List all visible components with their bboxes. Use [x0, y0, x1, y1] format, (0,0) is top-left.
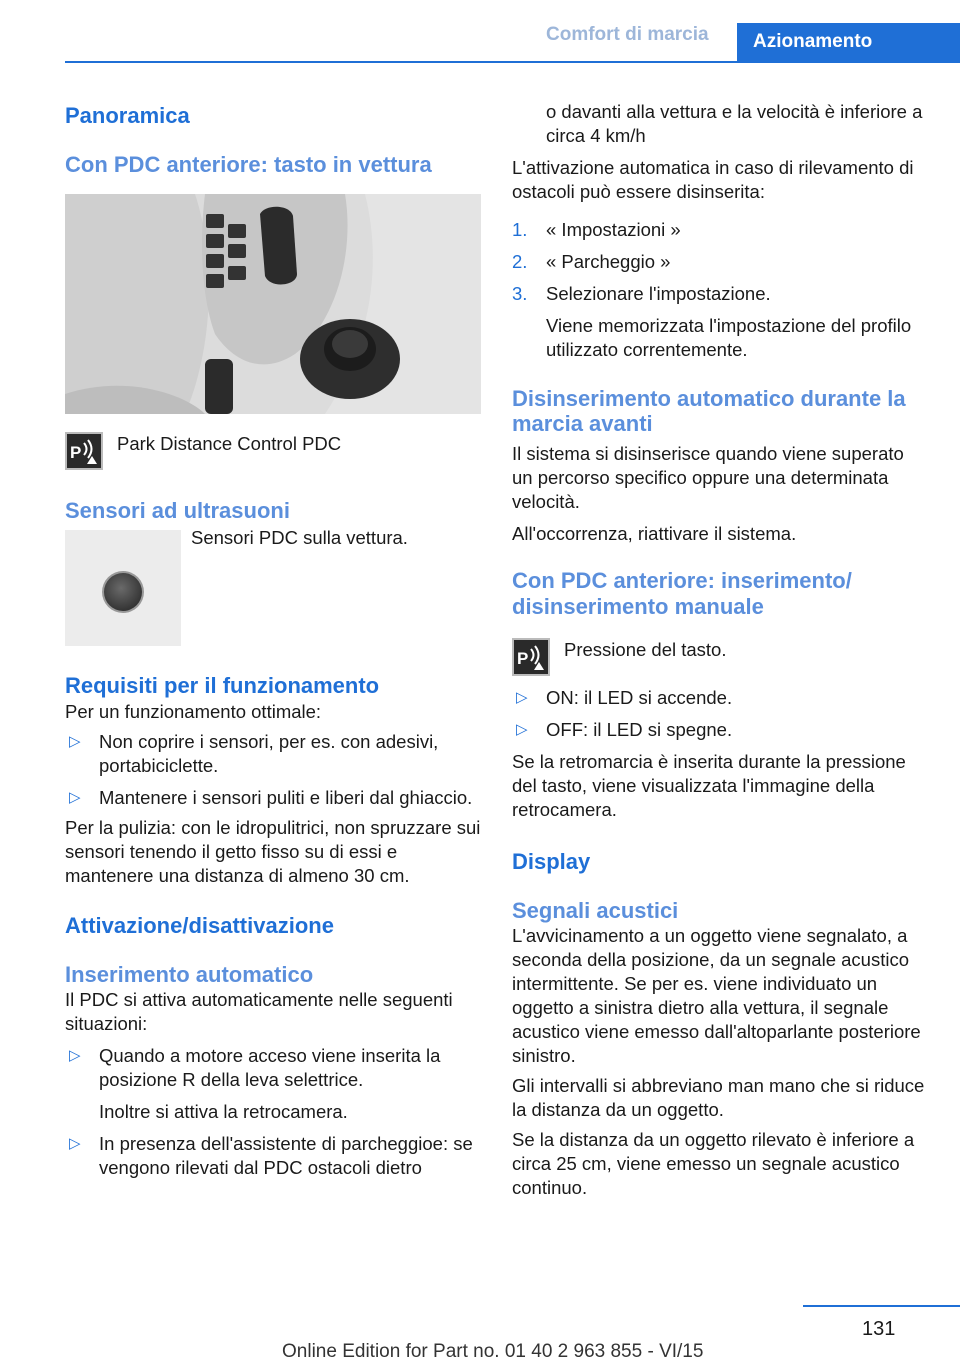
svg-text:P: P	[517, 649, 529, 668]
heading-sensors: Sensori ad ultrasuoni	[65, 498, 290, 523]
header-section: Comfort di marcia	[546, 24, 709, 45]
list-item: 3. Selezionare l'impostazione. Viene memorizzata l'impostazione del profilo utilizzato correntemente.	[512, 282, 928, 362]
heading-signals: Segnali acustici	[512, 898, 679, 923]
edition-line: Online Edition for Part no. 01 40 2 963 855 - VI/15	[282, 1341, 704, 1362]
auto-disable-text: L'attivazione automatica in caso di rilevamento di ostacoli può essere disinserita:	[512, 157, 914, 202]
footer-rule	[803, 1305, 960, 1307]
list-item: ▷ Non coprire i sensori, per es. con adesivi, portabiciclette.	[65, 730, 481, 778]
heading-auto-on: Inserimento automatico	[65, 962, 314, 987]
svg-text:P: P	[70, 443, 82, 462]
sensor-caption: Sensori PDC sulla vettura.	[191, 527, 408, 548]
console-photo	[65, 194, 481, 414]
list-item: ▷ OFF: il LED si spegne.	[512, 718, 928, 742]
auto-on-intro: Il PDC si attiva automaticamente nelle seguenti situazioni:	[65, 989, 453, 1034]
left-column	[65, 100, 481, 1180]
heading-display: Display	[512, 849, 591, 874]
header-chapter: Azionamento	[737, 23, 960, 63]
auto-item-1-note: Inoltre si attiva la retrocamera.	[99, 1101, 348, 1122]
list-item: ▷ In presenza dell'assistente di parcheggioe: se vengono rilevati dal PDC ostacoli dietro	[65, 1132, 481, 1180]
signals-text-1: L'avvicinamento a un oggetto viene segnalato, a seconda della posizione, da un segnale acustico intermittente. Se per es. viene individuato un oggetto a sinistra dietro alla vettura, il segnale acustico viene emesso dall'altoparlante posteriore sinistro.	[512, 925, 921, 1066]
list-item: 1. « Impostazioni »	[512, 219, 681, 240]
header-rule	[65, 61, 960, 63]
list-item: ▷ Mantenere i sensori puliti e liberi dal ghiaccio.	[65, 786, 481, 810]
ultrasonic-sensor-image	[65, 530, 181, 646]
continued-text: o davanti alla vettura e la velocità è inferiore a circa 4 km/h	[546, 101, 923, 146]
heading-activation: Attivazione/disattivazione	[65, 913, 334, 938]
page-number: 131	[862, 1318, 896, 1340]
reactivate-text: All'occorrenza, riattivare il sistema.	[512, 523, 797, 544]
key-caption: Park Distance Control PDC	[117, 433, 342, 454]
heading-manual: Con PDC anteriore: inserimento/ disinserimento manuale	[512, 568, 852, 619]
heading-panoramica: Panoramica	[65, 103, 190, 128]
press-key-text: Pressione del tasto.	[564, 639, 727, 660]
pdc-button-icon	[512, 638, 550, 676]
heading-auto-off: Disinserimento automatico durante la marcia avanti	[512, 386, 906, 436]
right-column	[512, 100, 928, 1200]
heading-requirements: Requisiti per il funzionamento	[65, 673, 380, 698]
requirements-intro: Per un funzionamento ottimale:	[65, 701, 322, 722]
step-note: Viene memorizzata l'impostazione del profilo utilizzato correntemente.	[546, 315, 912, 360]
pdc-button-icon	[65, 432, 103, 470]
list-item: ▷ ON: il LED si accende.	[512, 686, 928, 710]
auto-off-text: Il sistema si disinserisce quando viene superato un percorso specifico oppure una determinata velocità.	[512, 443, 904, 512]
auto-item-1: Quando a motore acceso viene inserita la posizione R della leva selettrice.	[99, 1045, 441, 1090]
signals-text-3: Se la distanza da un oggetto rilevato è inferiore a circa 25 cm, viene emesso un segnale acustico continuo.	[512, 1129, 915, 1198]
heading-pdc-front-key: Con PDC anteriore: tasto in vettura	[65, 152, 432, 177]
list-item: 2. « Parcheggio »	[512, 251, 671, 272]
reverse-text: Se la retromarcia è inserita durante la pressione del tasto, viene visualizzata l'immagine della retrocamera.	[512, 751, 906, 820]
signals-text-2: Gli intervalli si abbreviano man mano che si riduce la distanza da un oggetto.	[512, 1075, 925, 1120]
list-item	[65, 1044, 481, 1124]
cleaning-text: Per la pulizia: con le idropulitrici, non spruzzare sui sensori tenendo il getto fisso su di essi e mantenere una distanza di almeno 30 cm.	[65, 817, 481, 886]
